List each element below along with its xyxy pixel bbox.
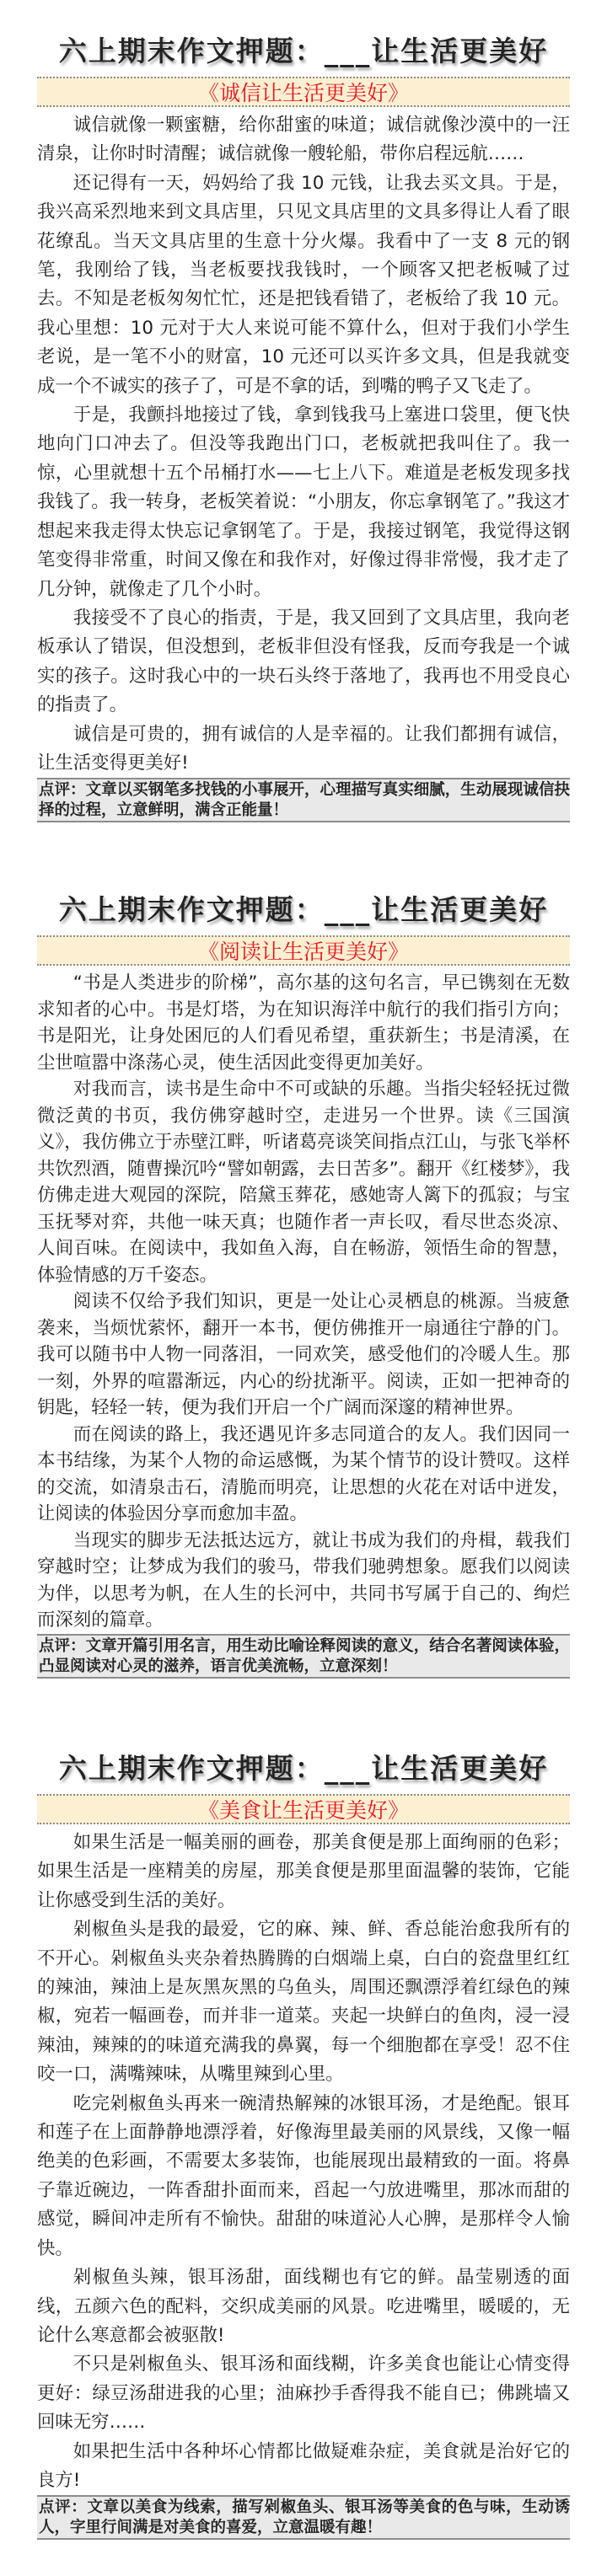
paragraph: “书是人类进步的阶梯”，高尔基的这句名言，早已镌刻在无数求知者的心中。书是灯塔，为在知识海洋中航行的我们指引方向；书是阳光，让身处困厄的人们看见希望，重获新生；书是清溪，在尘世喧嚣中涤荡心灵，使生活因此变得更加美好。 bbox=[37, 972, 570, 1074]
paragraph: 当现实的脚步无法抵达远方，就让书成为我们的舟楫，载我们穿越时空；让梦成为我们的骏马，带我们驰骋想象。愿我们以阅读为伴，以思考为帆，在人生的长河中，共同书写属于自己的、绚烂而深刻的篇章。 bbox=[37, 1529, 570, 1631]
essay-title: 《美食让生活更美好》 bbox=[37, 1794, 570, 1824]
page-title: 六上期末作文押题：___让生活更美好 bbox=[58, 35, 549, 67]
paragraph: 还记得有一天，妈妈给了我 10 元钱，让我去买文具。于是，我兴高采烈地来到文具店里，只见文具店里的文具多得让人看了眼花缭乱。当天文具店里的生意十分火爆。我看中了一支 8 元的钢笔，我刚给了钱，当老板要找我钱时，一个顾客又把老板喊了过去。不知是老板匆匆忙忙，还是把钱看错了，老板给了我 10 元。我心里想：10 元对于大人来说可能不算什么，但对于我们小学生老说，是一笔不小的财富，10 元还可以买许多文具，但是我就变成一个不诚实的孩子了，可是不拿的话，到嘴的鸭子又飞走了。 bbox=[37, 172, 570, 397]
paragraph: 诚信就像一颗蜜糖，给你甜蜜的味道；诚信就像沙漠中的一汪清泉，让你时时清醒；诚信就像一艘轮船，带你启程远航…… bbox=[37, 115, 570, 165]
paragraph: 不只是剁椒鱼头、银耳汤和面线糊，许多美食也能让心情变得更好：绿豆汤甜进我的心里；油麻抄手香得我不能自已；佛跳墙又回味无穷…… bbox=[37, 2354, 570, 2434]
essay-body bbox=[37, 111, 570, 778]
paragraph: 剁椒鱼头辣，银耳汤甜，面线糊也有它的鲜。晶莹剔透的面线，五颜六色的配料，交织成美丽的风景。吃进嘴里，暖暖的，无论什么寒意都会被驱散! bbox=[37, 2267, 570, 2346]
paragraph: 吃完剁椒鱼头再来一碗清热解辣的冰银耳汤，才是绝配。银耳和莲子在上面静静地漂浮着，好像海里最美丽的风景线，又像一幅绝美的色彩画，不需要太多装饰，也能展现出最精致的一面。将鼻子靠近碗边，一阵香甜扑面而来，舀起一勺放进嘴里，那冰而甜的感觉，瞬间冲走所有不愉快。甜甜的味道沁人心脾，是那样令人愉快。 bbox=[37, 2092, 570, 2259]
paragraph: 剁椒鱼头是我的最爱，它的麻、辣、鲜、香总能治愈我所有的不开心。剁椒鱼头夹杂着热腾腾的白烟端上桌，白白的瓷盘里红红的辣油，辣油上是灰黑灰黑的乌鱼头，周围还飘漂浮着红绿色的辣椒，宛若一幅画卷，而并非一道菜。夹起一块鲜白的鱼肉，浸一浸辣油，辣辣的的味道充满我的鼻翼，每一个细胞都在享受！忍不住咬一口，满嘴辣味，从嘴里辣到心里。 bbox=[37, 1919, 570, 2086]
page-title: 六上期末作文押题：___让生活更美好 bbox=[58, 1752, 549, 1785]
comment-box: 点评：文章以美食为线索，描写剁椒鱼头、银耳汤等美食的色与味，生动诱人，字里行间满是对美食的喜爱，立意温暖有趣！ bbox=[37, 2495, 570, 2540]
essay-section-reading bbox=[0, 859, 607, 1717]
paragraph: 如果生活是一幅美丽的画卷，那美食便是那上面绚丽的色彩；如果生活是一座精美的房屋，那美食便是那里面温馨的装饰，它能让你感受到生活的美好。 bbox=[37, 1832, 570, 1911]
paragraph: 如果把生活中各种坏心情都比做疑难杂症，美食就是治好它的良方! bbox=[37, 2440, 570, 2491]
paragraph: 于是，我颤抖地接过了钱，拿到钱我马上塞进口袋里，便飞快地向门口冲去了。但没等我跑出门口，老板就把我叫住了。我一惊，心里就想十五个吊桶打水——七上八下。难道是老板发现多找我钱了。我一转身，老板笑着说：“小朋友，你忘拿钢笔了。”我这才想起来我走得太快忘记拿钢笔了。于是，我接过钢笔，我觉得这钢笔变得非常重，时间又像在和我作对，好像过得非常慢，我才走了几分钟，就像走了几个小时。 bbox=[37, 404, 570, 600]
comment-box: 点评：文章开篇引用名言，用生动比喻诠释阅读的意义，结合名著阅读体验，凸显阅读对心灵的滋养，语言优美流畅，立意深刻！ bbox=[37, 1634, 570, 1679]
paragraph: 阅读不仅给予我们知识，更是一处让心灵栖息的桃源。当疲惫袭来，当烦忧萦怀，翻开一本书，便仿佛推开一扇通往宁静的门。我可以随书中人物一同落泪，一同欢笑，感受他们的冷暖人生。那一刻，外界的喧嚣渐远，内心的纷扰渐平。阅读，正如一把神奇的钥匙，轻轻一转，便为我们开启一个广阔而深邃的精神世界。 bbox=[37, 1291, 570, 1418]
essay-title: 《诚信让生活更美好》 bbox=[37, 77, 570, 107]
comment-box: 点评：文章以买钢笔多找钱的小事展开，心理描写真实细腻，生动展现诚信抉择的过程，立意鲜明，满含正能量！ bbox=[37, 778, 570, 822]
essay-body bbox=[37, 970, 570, 1634]
essay-body bbox=[37, 1829, 570, 2495]
essay-section-food bbox=[0, 1717, 607, 2576]
paragraph: 而在阅读的路上，我还遇见许多志同道合的友人。我们因同一本书结缘，为某个人物的命运感慨，为某个情节的设计赞叹。这样的交流，如清泉击石，清脆而明亮，让思想的火花在对话中迸发，让阅读的体验因分享而愈加丰盈。 bbox=[37, 1423, 570, 1524]
paragraph: 诚信是可贵的，拥有诚信的人是幸福的。让我们都拥有诚信，让生活变得更美好! bbox=[37, 723, 570, 774]
essay-section-honesty bbox=[0, 0, 607, 859]
paragraph: 对我而言，读书是生命中不可或缺的乐趣。当指尖轻轻抚过微微泛黄的书页，我仿佛穿越时空，走进另一个世界。读《三国演义》，我仿佛立于赤壁江畔，听诸葛亮谈笑间指点江山，与张飞举杯共饮烈酒，随曹操沉吟“譬如朝露，去日苦多”。翻开《红楼梦》，我仿佛走进大观园的深院，陪黛玉葬花，感她寄人篱下的孤寂；与宝玉抚琴对弈，共他一味天真；也随作者一声长叹，看尽世态炎凉、人间百味。在阅读中，我如鱼入海，自在畅游，领悟生命的智慧，体验情感的万千姿态。 bbox=[37, 1079, 570, 1286]
page-title: 六上期末作文押题：___让生活更美好 bbox=[58, 893, 549, 926]
paragraph: 我接受不了良心的指责，于是，我又回到了文具店里，我向老板承认了错误，但没想到，老板非但没有怪我，反而夸我是一个诚实的孩子。这时我心中的一块石头终于落地了，我再也不用受良心的指责了。 bbox=[37, 607, 570, 716]
essay-title: 《阅读让生活更美好》 bbox=[37, 935, 570, 966]
